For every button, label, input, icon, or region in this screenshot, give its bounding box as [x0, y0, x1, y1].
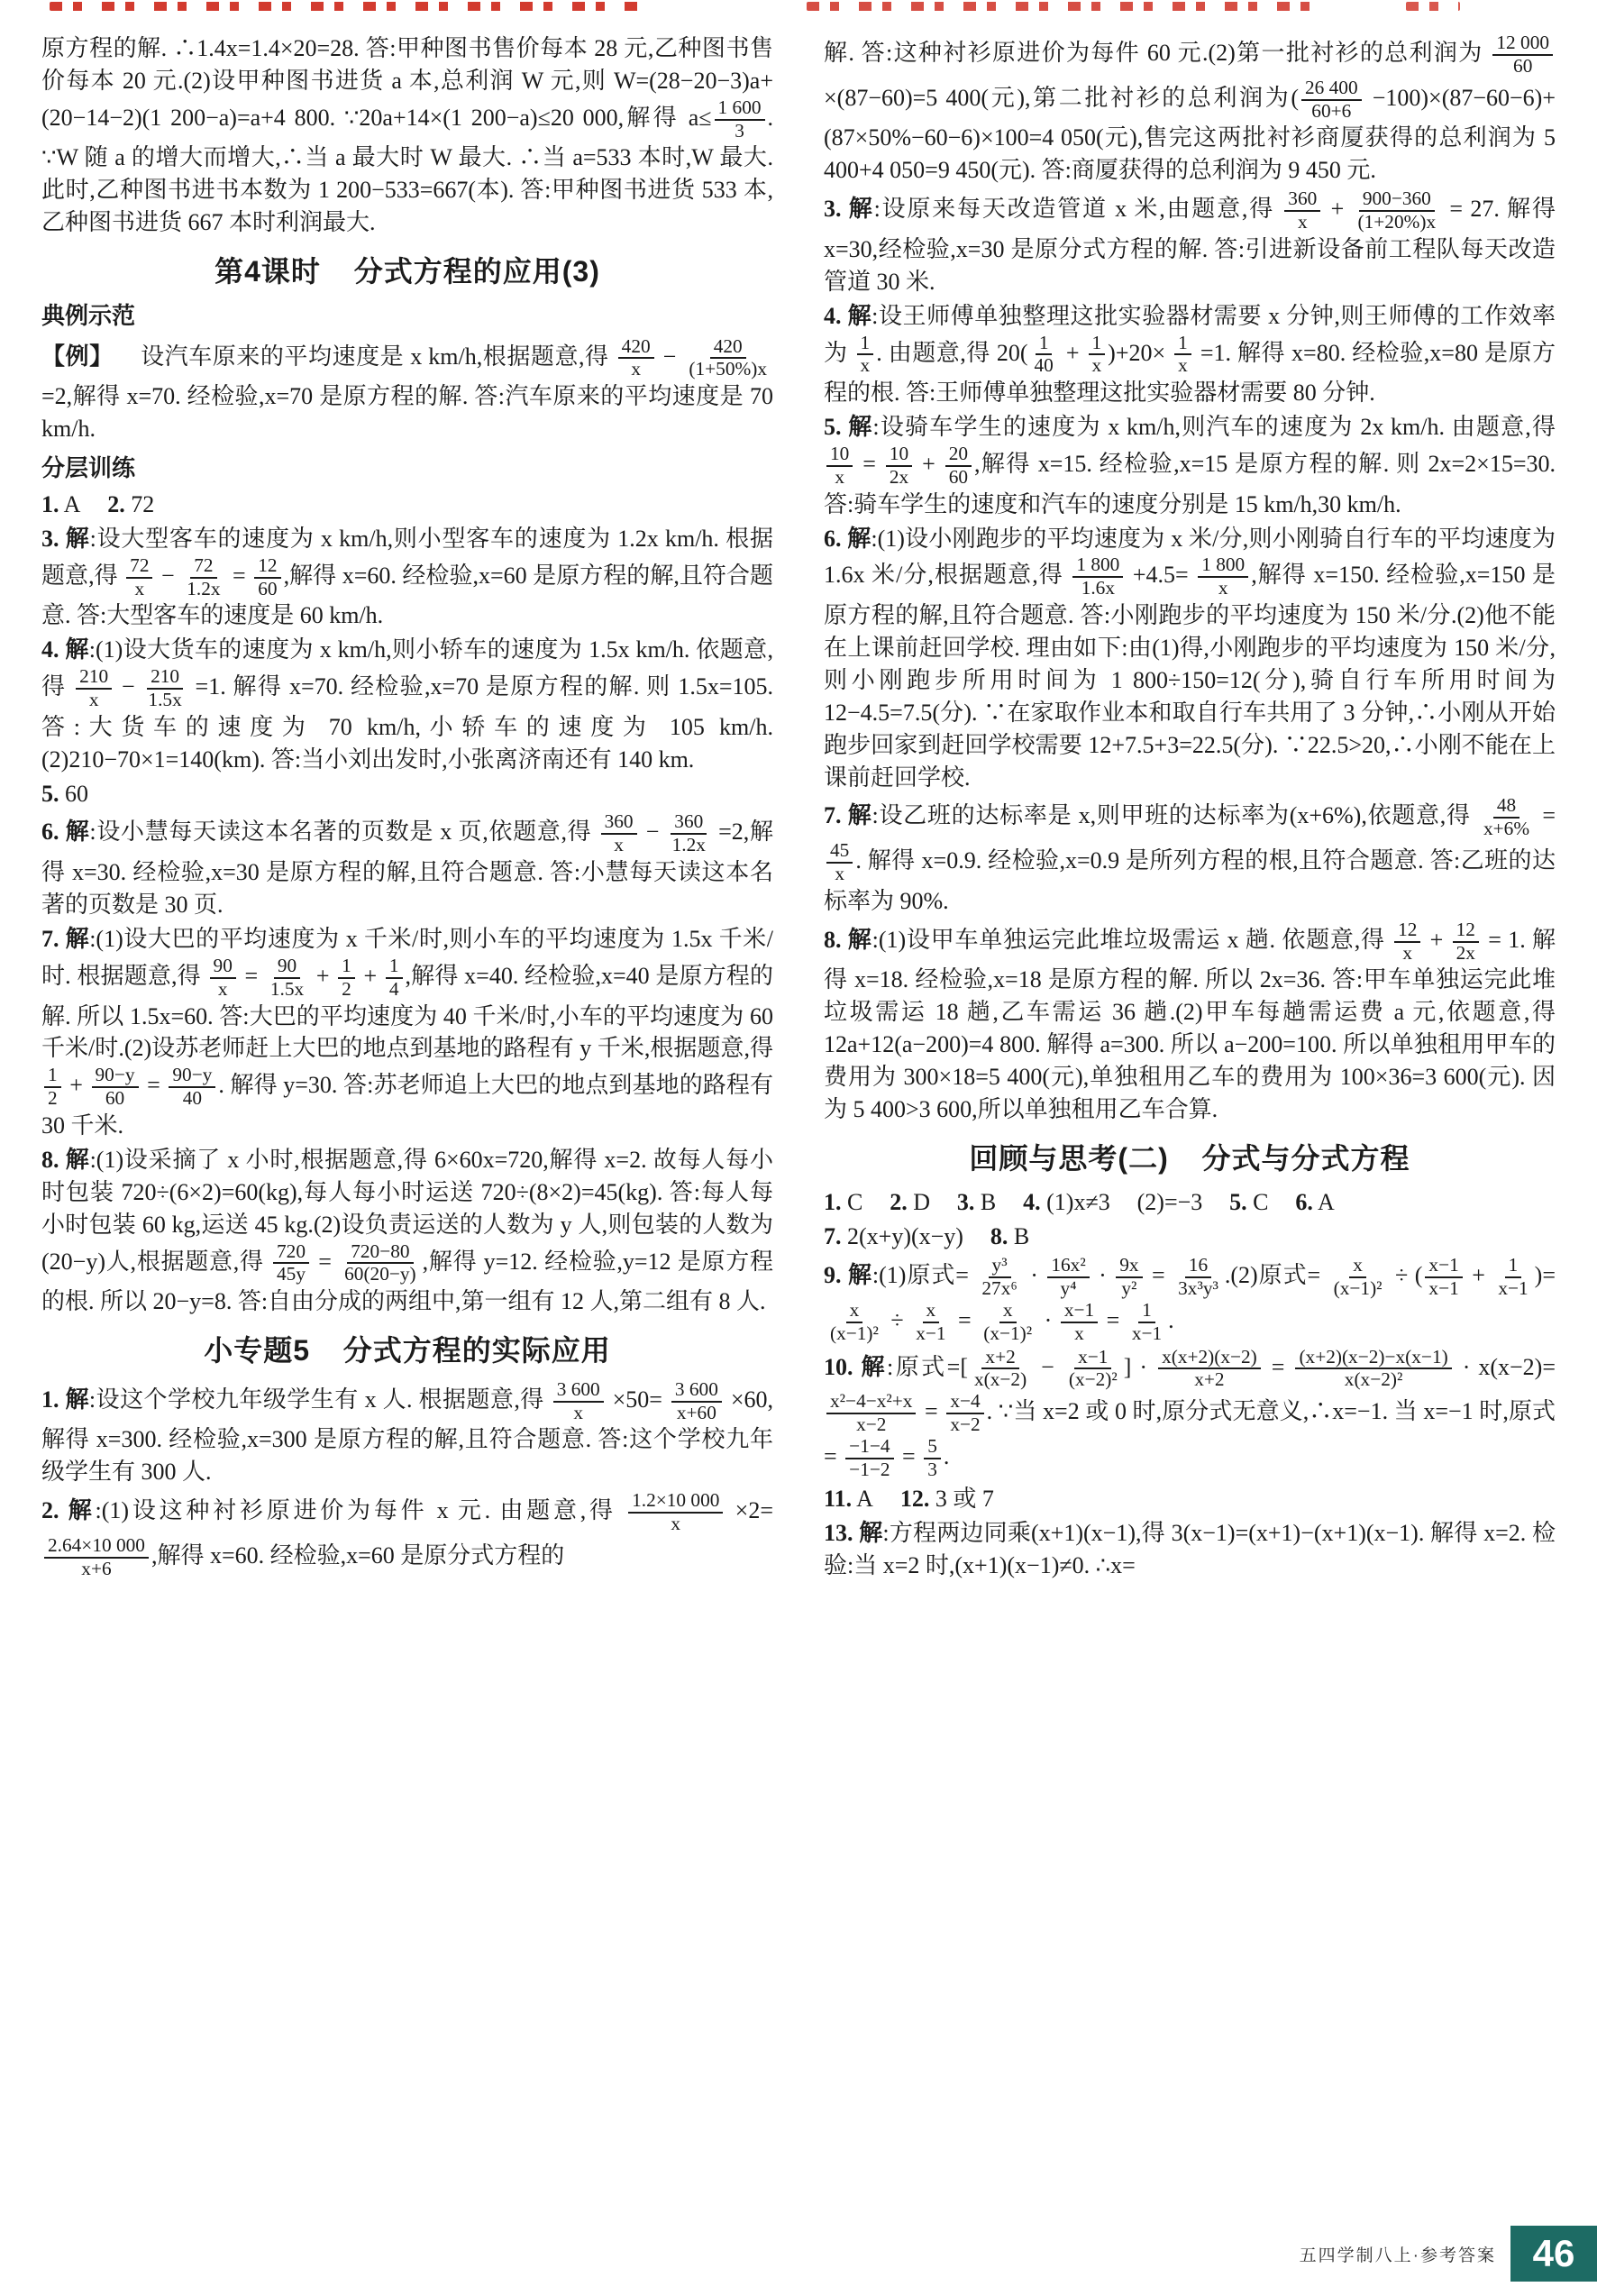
fraction: $\frac{x}{\text{(x−1)²}}$ — [983, 1298, 1033, 1344]
page-footer — [1300, 2226, 1597, 2282]
fraction: $\frac{12}{2x}$ — [1453, 919, 1479, 965]
fraction: $\frac{1}{x}$ — [857, 333, 874, 378]
fraction: $\frac{x-1}{x-1}$ — [1425, 1255, 1462, 1300]
subsection-label: 典例示范 — [41, 301, 136, 329]
fraction: $\frac{1 800}{x}$ — [1198, 554, 1248, 599]
fraction: $\frac{90-y}{60}$ — [92, 1065, 139, 1110]
solution-paragraph: 13. 解:方程两边同乘(x+1)(x−1),得 3(x−1)=(x+1)−(x+1)(x−1). 解得 x=2. 检验:当 x=2 时,(x+1)(x−1)≠0. ∴x= — [824, 1519, 1556, 1578]
fraction: $\frac{210}{1.5x}$ — [148, 665, 182, 710]
solution-paragraph: 6. 解:设小慧每天读这本名著的页数是 x 页,依题意,得 $\frac{360}{x}$ − $\frac{360}{1.2x}$ =2,解得 x=30. 经检验,x=30 是原方程的解,且符合题意. 答:小慧每天读这本名著的页数是 30 页. — [41, 810, 773, 919]
fraction: $\frac{1 600}{3}$ — [715, 97, 765, 142]
fraction: $\frac{-1-4}{-1-2}$ — [845, 1436, 893, 1481]
solution-paragraph: 解. 答:这种衬衫原进价为每件 60 元.(2)第一批衬衫的总利润为 $\frac{12 000}{60}$ ×(87−60)=5 400(元),第二批衬衫的总利润为( $\frac{26 400}{60+6}$ −100)×(87−60−6)+(87×50%−60−6)×100=4 050(元),售完这两批衬衫商厦获得的总利润为 5 400+4 050=9 450(元). 答:商厦获得的总利润为 9 450 元. — [824, 32, 1556, 184]
solution-paragraph: 7. 2(x+y)(x−y) 8. B — [824, 1223, 1030, 1250]
fraction: $\frac{26 400}{60+6}$ — [1301, 78, 1362, 123]
fraction: $\frac{x-1}{x}$ — [1061, 1300, 1098, 1345]
fraction: $\frac{90-y}{40}$ — [169, 1065, 215, 1110]
fraction: $\frac{1}{x-1}$ — [1131, 1298, 1163, 1344]
fraction: $\frac{1}{2}$ — [338, 956, 355, 1001]
solution-paragraph: 3. 解:设大型客车的速度为 x km/h,则小型客车的速度为 1.2x km/h. 根据题意,得 $\frac{72}{x}$ − $\frac{72}{1.2x}$ = $\frac{12}{60}$ ,解得 x=60. 经检验,x=60 是原方程的解,且符合题意. 答:大型客车的速度是 60 km/h. — [41, 525, 773, 629]
fraction: $\frac{x}{\text{(x−1)²}}$ — [830, 1298, 879, 1344]
fraction: $\frac{900-360}{(1+20\%)x}$ — [1357, 188, 1437, 233]
fraction: $\frac{9x}{\text{y²}}$ — [1116, 1255, 1142, 1300]
fraction: $\frac{1}{4}$ — [386, 956, 403, 1001]
solution-paragraph: 5. 解:设骑车学生的速度为 x km/h,则汽车的速度为 2x km/h. 由题意,得 $\frac{10}{x}$ = $\frac{10}{2x}$ + $\frac{20}{60}$ ,解得 x=15. 经检验,x=15 是原方程的解. 则 2x=2×15=30. 答:骑车学生的速度和汽车的速度分别是 15 km/h,30 km/h. — [824, 414, 1556, 517]
fraction: $\frac{\text{x²−4−x²+x}}{x-2}$ — [826, 1391, 916, 1436]
fraction: $\frac{x+2}{x(x-2)}$ — [974, 1345, 1027, 1391]
solution-paragraph: 10. 解:原式=[ $\frac{x+2}{x(x-2)}$ − $\frac{x-1}{\text{(x−2)²}}$ ] · $\frac{x(x+2)(x-2)}{x+2}$ = $\frac{(x+2)(x-2)-x(x-1)}{\text{x(x−2)²}}$ · x(x−2)= $\frac{\text{x²−4−x²+x}}{x-2}$ = $\frac{x-4}{x-2}$ . ∵当 x=2 或 0 时,原分式无意义,∴x=−1. 当 x=−1 时,原式= $\frac{-1-4}{-1-2}$ = $\frac{5}{3}$ . — [824, 1345, 1556, 1480]
fraction: $\frac{x}{\text{(x−1)²}}$ — [1333, 1254, 1383, 1300]
fraction: $\frac{5}{3}$ — [924, 1436, 941, 1481]
solution-paragraph: 9. 解:(1)原式= $\frac{\text{y³}}{\text{27x⁶}}$ · $\frac{\text{16x²}}{\text{y⁴}}$ · $\frac{9x}{\text{y²}}$ = $\frac{16}{\text{3x³y³}}$ .(2)原式= $\frac{x}{\text{(x−1)²}}$ ÷ ( $\frac{x-1}{x-1}$ + $\frac{1}{x-1}$ )= $\frac{x}{\text{(x−1)²}}$ ÷ $\frac{x}{x-1}$ = $\frac{x}{\text{(x−1)²}}$ · $\frac{x-1}{x}$ = $\frac{1}{x-1}$ . — [824, 1254, 1556, 1344]
fraction: $\frac{x-1}{\text{(x−2)²}}$ — [1068, 1345, 1118, 1391]
solution-paragraph: 1. A 2. 72 — [41, 490, 155, 517]
fraction: $\frac{\text{y³}}{\text{27x⁶}}$ — [981, 1254, 1018, 1300]
fraction: $\frac{48}{x+6\%}$ — [1483, 794, 1530, 840]
solution-paragraph: 8. 解:(1)设甲车单独运完此堆垃圾需运 x 趟. 依题意,得 $\frac{12}{x}$ + $\frac{12}{2x}$ = 1. 解得 x=18. 经检验,x=18 是原方程的解. 所以 2x=36. 答:甲车单独运完此堆垃圾需运 18 趟,乙车需运 36 趟.(2)甲车每趟需运费 a 元,依题意,得 12a+12(a−200)=4 800. 解得 a=300. 所以 a−200=100. 所以单独租用甲车的费用为 300×18=5 400(元),单独租用乙车的费用为 100×36=3 600(元). 因为 5 400>3 600,所以单独租用乙车合算. — [824, 918, 1556, 1122]
content-columns — [41, 31, 1556, 2217]
solution-paragraph: 11. A 12. 3 或 7 — [824, 1485, 994, 1512]
fraction: $\frac{12 000}{60}$ — [1492, 32, 1553, 78]
solution-paragraph: 5. 60 — [41, 780, 88, 807]
solution-paragraph: 1. 解:设这个学校九年级学生有 x 人. 根据题意,得 $\frac{3 600}{x}$ ×50= $\frac{3 600}{x+60}$ ×60,解得 x=300. 经检验,x=300 是原方程的解,且符合题意. 答:这个学校九年级学生有 300 人. — [41, 1377, 773, 1486]
bleed-mark — [50, 2, 644, 11]
solution-paragraph: 6. 解:(1)设小刚跑步的平均速度为 x 米/分,则小刚骑自行车的平均速度为 1.6x 米/分,根据题意,得 $\frac{1 800}{1.6x}$ +4.5= $\frac{1 800}{x}$ ,解得 x=150. 经检验,x=150 是原方程的解,且符合题意. 答:小刚跑步的平均速度为 150 米/分.(2)他不能在上课前赶回学校. 理由如下:由(1)得,小刚跑步的平均速度为 150 米/分,则小刚跑步所用时间为 1 800÷150=12(分),骑自行车所用时间为 12−4.5=7.5(分). ∵在家取作业本和取自行车共用了 3 分钟,∴小刚从开始跑步回家到赶回学校需要 12+7.5+3=22.5(分). ∵22.5>20,∴小刚不能在上课前赶回学校. — [824, 525, 1556, 791]
fraction: $\frac{420}{(1+50\%)x}$ — [689, 334, 767, 380]
page-top-print-bleed — [0, 0, 1597, 14]
fraction: $\frac{45}{x}$ — [826, 840, 853, 885]
section-header: 小专题5 分式方程的实际应用 — [204, 1334, 611, 1368]
fraction: $\frac{1}{x-1}$ — [1498, 1254, 1529, 1300]
fraction: $\frac{1}{x}$ — [1174, 333, 1191, 378]
fraction: $\frac{10}{x}$ — [826, 444, 853, 489]
fraction: $\frac{1}{x}$ — [1089, 333, 1106, 378]
solution-paragraph: 7. 解:设乙班的达标率是 x,则甲班的达标率为(x+6%),依题意,得 $\frac{48}{x+6\%}$ = $\frac{45}{x}$ . 解得 x=0.9. 经检验,x=0.9 是所列方程的根,且符合题意. 答:乙班的达标率为 90%. — [824, 794, 1556, 914]
fraction: $\frac{360}{1.2x}$ — [671, 810, 706, 856]
solution-paragraph: 【例】 设汽车原来的平均速度是 x km/h,根据题意,得 $\frac{420}{x}$ − $\frac{420}{(1+50\%)x}$ =2,解得 x=70. 经检验,x=70 是原方程的解. 答:汽车原来的平均速度是 70 km/h. — [41, 334, 773, 443]
fraction: $\frac{16}{\text{3x³y³}}$ — [1178, 1254, 1218, 1300]
solution-paragraph: 3. 解:设原来每天改造管道 x 米,由题意,得 $\frac{360}{x}$ + $\frac{900-360}{(1+20\%)x}$ = 27. 解得 x=30,经检验,x=30 是原分式方程的解. 答:引进新设备前工程队每天改造管道 30 米. — [824, 188, 1556, 295]
fraction: $\frac{10}{2x}$ — [886, 444, 912, 489]
fraction: $\frac{1 800}{1.6x}$ — [1072, 554, 1123, 599]
fraction: $\frac{72}{1.2x}$ — [187, 553, 221, 599]
bleed-mark — [1406, 2, 1460, 11]
solution-paragraph: 7. 解:(1)设大巴的平均速度为 x 千米/时,则小车的平均速度为 1.5x 千米/时. 根据题意,得 $\frac{90}{x}$ = $\frac{90}{1.5x}$ + $\frac{1}{2}$ + $\frac{1}{4}$ ,解得 x=40. 经检验,x=40 是原方程的解. 所以 1.5x=60. 答:大巴的平均速度为 40 千米/时,小车的平均速度为 60 千米/时.(2)设苏老师赶上大巴的地点到基地的路程有 y 千米,根据题意,得 $\frac{1}{2}$ + $\frac{90-y}{60}$ = $\frac{90-y}{40}$ . 解得 y=30. 答:苏老师追上大巴的地点到基地的路程有 30 千米. — [41, 925, 773, 1139]
fraction: $\frac{720}{45y}$ — [273, 1241, 309, 1286]
fraction: $\frac{20}{60}$ — [945, 444, 972, 489]
fraction: $\frac{360}{x}$ — [601, 811, 637, 856]
fraction: $\frac{x}{x-1}$ — [916, 1298, 946, 1344]
fraction: $\frac{2.64\times 10 000}{x+6}$ — [44, 1535, 149, 1580]
page-number-badge: 46 — [1510, 2226, 1597, 2282]
fraction: $\frac{12}{x}$ — [1394, 919, 1420, 965]
left-column — [41, 31, 773, 2217]
fraction: $\frac{\text{16x²}}{\text{y⁴}}$ — [1047, 1255, 1089, 1300]
fraction: $\frac{3 600}{x+60}$ — [671, 1379, 722, 1424]
solution-paragraph: 2. 解:(1)设这种衬衫原进价为每件 x 元. 由题意,得 $\frac{1.2\times 10 000}{x}$ ×2= $\frac{2.64\times 10 000}{x+6}$ ,解得 x=60. 经检验,x=60 是原分式方程的 — [41, 1489, 773, 1579]
solution-paragraph: 8. 解:(1)设采摘了 x 小时,根据题意,得 6×60x=720,解得 x=2. 故每人每小时包装 720÷(6×2)=60(kg),每人每小时运送 720÷(8×2)=45(kg). 答:每人每小时包装 60 kg,运送 45 kg.(2)设负责运送的人数为 y 人,则包装的人数为(20−y)人,根据题意,得 $\frac{720}{45y}$ = $\frac{720-80}{60(20-y)}$ ,解得 y=12. 经检验,y=12 是原方程的根. 所以 20−y=8. 答:自由分成的两组中,第一组有 12 人,第二组有 8 人. — [41, 1146, 773, 1315]
solution-paragraph: 原方程的解. ∴1.4x=1.4×20=28. 答:甲种图书售价每本 28 元,乙种图书售价每本 20 元.(2)设甲种图书进货 a 本,总利润 W 元,则 W=(28−20−3)a+(20−14−2)(1 200−a)=a+4 800. ∵20a+14×(1 200−a)≤20 000,解得 a≤ $\frac{1 600}{3}$ . ∵W 随 a 的增大而增大,∴当 a 最大时 W 最大. ∴当 a=533 本时,W 最大. 此时,乙种图书进书本数为 1 200−533=667(本). 答:甲种图书进货 533 本,乙种图书进货 667 本时利润最大. — [41, 35, 773, 236]
fraction: $\frac{1.2\times 10 000}{x}$ — [628, 1490, 723, 1535]
fraction: $\frac{420}{x}$ — [618, 336, 654, 381]
fraction: $\frac{72}{x}$ — [126, 555, 152, 600]
fraction: $\frac{x-4}{x-2}$ — [946, 1391, 983, 1436]
fraction: $\frac{1}{2}$ — [44, 1065, 61, 1110]
fraction: $\frac{90}{x}$ — [210, 956, 236, 1001]
footer-edition-label: 五四学制八上·参考答案 — [1299, 2246, 1496, 2265]
fraction: $\frac{90}{1.5x}$ — [269, 954, 305, 1000]
section-header: 回顾与思考(二) 分式与分式方程 — [969, 1141, 1410, 1175]
fraction: $\frac{(x+2)(x-2)-x(x-1)}{\text{x(x−2)²}}$ — [1295, 1347, 1451, 1392]
fraction: $\frac{x(x+2)(x-2)}{x+2}$ — [1158, 1347, 1261, 1392]
fraction: $\frac{360}{x}$ — [1284, 188, 1320, 233]
fraction: $\frac{1}{40}$ — [1034, 331, 1054, 377]
fraction: $\frac{720-80}{60(20-y)}$ — [344, 1239, 416, 1285]
solution-paragraph: 4. 解:(1)设大货车的速度为 x km/h,则小轿车的速度为 1.5x km/h. 依题意,得 $\frac{210}{x}$ − $\frac{210}{1.5x}$ =1. 解得 x=70. 经检验,x=70 是原方程的解. 则 1.5x=105. 答:大货车的速度为 70 km/h,小轿车的速度为 105 km/h.(2)210−70×1=140(km). 答:当小刘出发时,小张离济南还有 140 km. — [41, 636, 773, 773]
fraction: $\frac{12}{60}$ — [254, 555, 280, 600]
right-column — [824, 31, 1556, 2217]
section-header: 第4课时 分式方程的应用(3) — [214, 255, 600, 288]
bleed-mark — [807, 2, 1325, 11]
fraction: $\frac{3 600}{x}$ — [553, 1379, 604, 1424]
solution-paragraph: 4. 解:设王师傅单独整理这批实验器材需要 x 分钟,则王师傅的工作效率为 $\frac{1}{x}$ . 由题意,得 20( $\frac{1}{40}$ + $\frac{1}{x}$ )+20× $\frac{1}{x}$ =1. 解得 x=80. 经检验,x=80 是原方程的根. 答:王师傅单独整理这批实验器材需要 80 分钟. — [824, 302, 1556, 407]
fraction: $\frac{210}{x}$ — [76, 666, 112, 711]
solution-paragraph: 1. C 2. D 3. B 4. (1)x≠3 (2)=−3 5. C 6. A — [824, 1189, 1335, 1216]
subsection-label: 分层训练 — [41, 454, 136, 482]
